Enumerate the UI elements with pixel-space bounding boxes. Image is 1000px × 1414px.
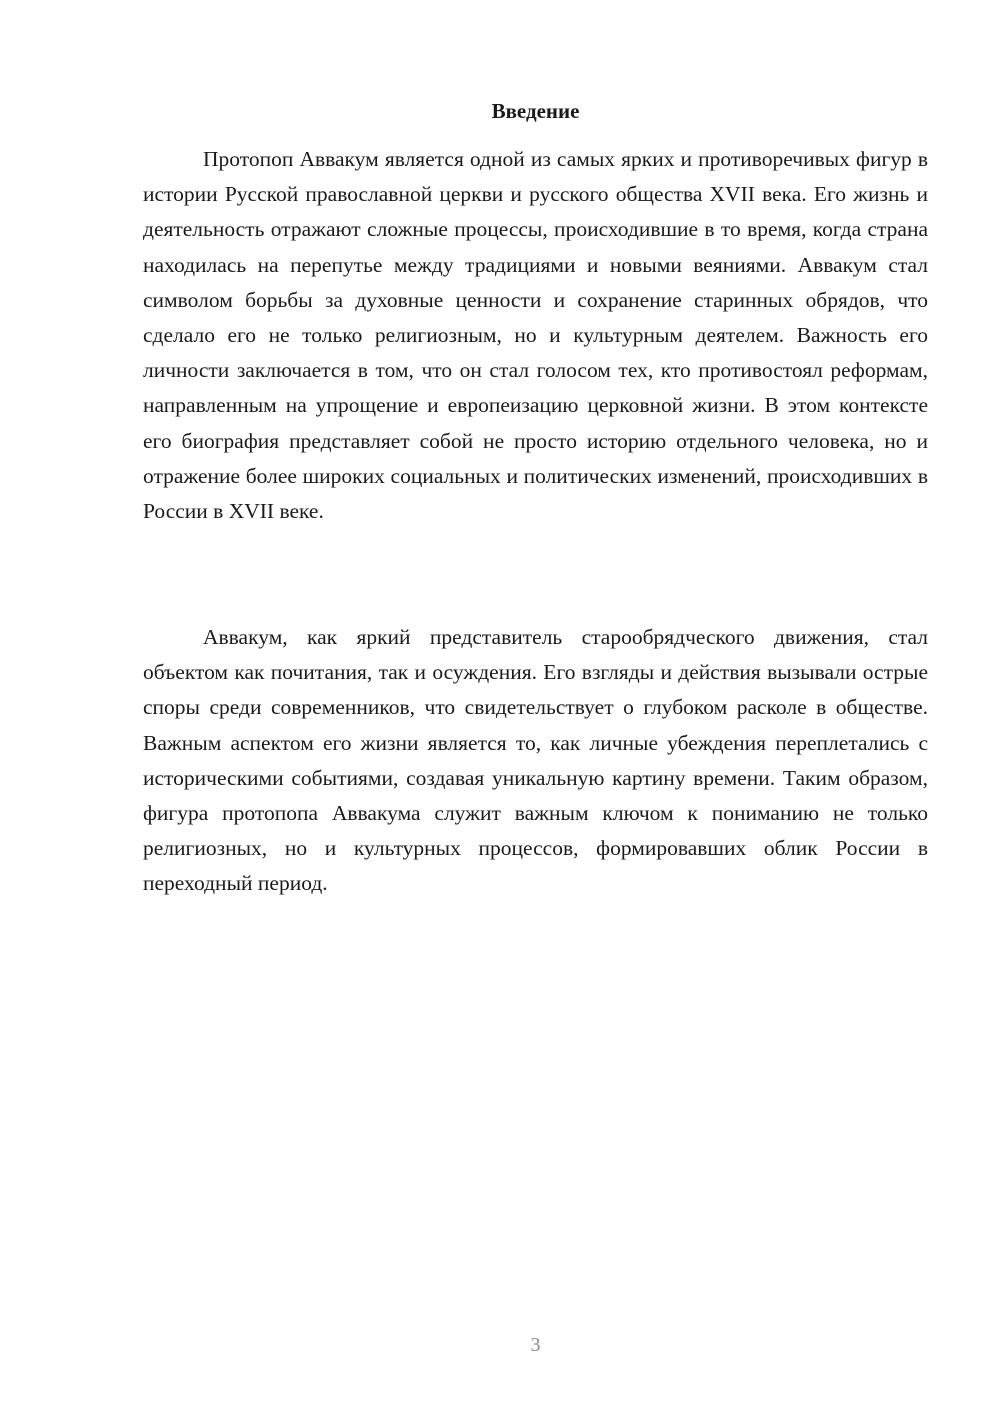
paragraph-1: Протопоп Аввакум является одной из самых ярких и противоречивых фигур в истории Русской православной церкви и русского общества XVII века. Его жизнь и деятельность отражают сложные процессы, происходившие в то время, когда страна находилась на перепутье между традициями и новыми веяниями. Аввакум стал символом борьбы за духовные ценности и сохранение старинных обрядов, что сделало его не только религиозным, но и культурным деятелем. Важность его личности заключается в том, что он стал голосом тех, кто противостоял реформам, направленным на упрощение и европеизацию церковной жизни. В этом контексте его биография представляет собой не просто историю отдельного человека, но и отражение более широких социальных и политических изменений, происходивших в России в XVII веке. [143, 147, 928, 524]
section-title: Введение [491, 99, 580, 123]
page-number: 3 [530, 1334, 541, 1356]
paragraph-2: Аввакум, как яркий представитель старообрядческого движения, стал объектом как почитания, так и осуждения. Его взгляды и действия вызывали острые споры среди современников, что свидетельствует о глубоком расколе в обществе. Важным аспектом его жизни является то, как личные убеждения переплетались с историческими событиями, создавая уникальную картину времени. Таким образом, фигура протопопа Аввакума служит важным ключом к пониманию не только религиозных, но и культурных процессов, формировавших облик России в переходный период. [143, 625, 928, 896]
